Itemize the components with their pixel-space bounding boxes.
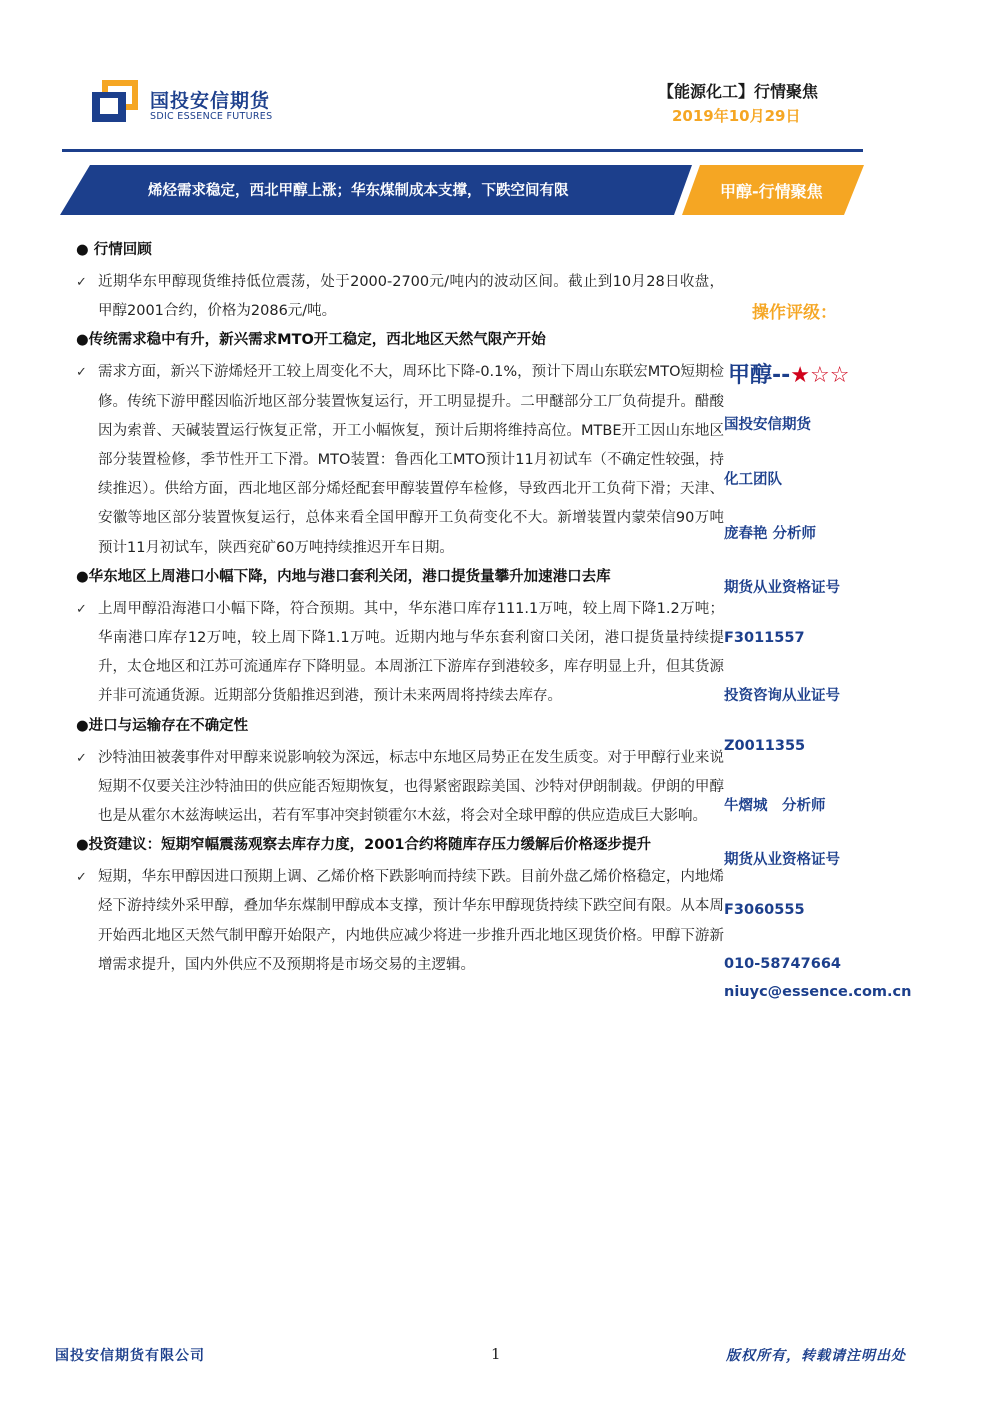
paragraph-text: 上周甲醇沿海港口小幅下降，符合预期。其中，华东港口库存111.1万吨，较上周下降1.2万吨；华南港口库存12万吨，较上周下降1.1万吨。近期内地与华东套利窗口关闭，港口提货量持续提升，太仓地区和江苏可流通库存下降明显。本周浙江下游库存到港较多，库存明显上升，但其货源并非可流通货源。近期部分货船推迟到港，预计未来两周将持续去库存。: [98, 600, 724, 705]
contact-email[interactable]: niuyc@essence.com.cn: [724, 984, 912, 1000]
paragraph-text: 沙特油田被袭事件对甲醇来说影响较为深远，标志中东地区局势正在发生质变。对于甲醇行业来说短期不仅要关注沙特油田的供应能否短期恢复，也得紧密跟踪美国、沙特对伊朗制裁。伊朗的甲醇也是从霍尔木兹海峡运出，若有军事冲突封锁霍尔木兹，将会对全球甲醇的供应造成巨大影响。: [98, 749, 724, 825]
cert-number: F3060555: [724, 902, 805, 918]
rating-label: 操作评级：: [752, 303, 837, 323]
rating-stars-icon: ★☆☆: [790, 363, 850, 388]
section-heading: ●进口与运输存在不确定性: [76, 717, 249, 734]
rating-product: 甲醇--: [728, 363, 791, 388]
section-heading: ●华东地区上周港口小幅下降，内地与港口套利关闭，港口提货量攀升加速港口去库: [76, 568, 611, 585]
section-paragraph: [76, 595, 724, 712]
header-divider: [62, 149, 863, 152]
consult-number: Z0011355: [724, 738, 806, 754]
main-content: [76, 238, 724, 982]
page-number: 1: [491, 1345, 501, 1363]
consult-label: 投资咨询从业证号: [724, 688, 840, 704]
cert-label: 期货从业资格证号: [724, 852, 840, 868]
logo-mark-icon: [92, 80, 140, 122]
paragraph-text: 需求方面，新兴下游烯烃开工较上周变化不大，周环比下降-0.1%，预计下周山东联宏MTO短期检修。传统下游甲醛因临沂地区部分装置恢复运行，开工明显提升。二甲醚部分工厂负荷提升。醋酸因为索普、天碱装置运行恢复正常，开工小幅恢复，预计后期将维持高位。MTBE开工因山东地区部分装置检修，季节性开工下滑。MTO装置：鲁西化工MTO预计11月初试车（不确定性较强，持续推迟）。供给方面，西北地区部分烯烃配套甲醇装置停车检修，导致西北开工负荷下滑；天津、安徽等地区部分装置恢复运行，总体来看全国甲醇开工负荷变化不大。新增装置内蒙荣信90万吨预计11月初试车，陕西兖矿60万吨持续推迟开车日期。: [98, 364, 724, 556]
banner-title: 烯烃需求稳定，西北甲醇上涨；华东煤制成本支撑，下跌空间有限: [148, 183, 569, 199]
section-paragraph: [76, 358, 724, 562]
title-banner: [60, 165, 864, 215]
company-logo: [92, 80, 322, 126]
checkmark-icon: ✓: [76, 275, 87, 290]
logo-english-name: SDIC ESSENCE FUTURES: [150, 111, 273, 122]
section-paragraph: [76, 863, 724, 980]
report-date: 2019年10月29日: [672, 107, 801, 125]
banner-tag: 甲醇-行情聚焦: [720, 182, 823, 201]
logo-chinese-name: 国投安信期货: [150, 90, 271, 112]
section-paragraph: [76, 268, 724, 326]
section-heading: ●传统需求稳中有升，新兴需求MTO开工稳定，西北地区天然气限产开始: [76, 332, 546, 349]
analyst-name: 庞春艳 分析师: [724, 526, 817, 542]
sidebar-team: 化工团队: [724, 472, 782, 488]
report-type: 【能源化工】行情聚焦: [658, 82, 819, 101]
paragraph-text: 近期华东甲醇现货维持低位震荡，处于2000-2700元/吨内的波动区间。截止到10月28日收盘，甲醇2001合约，价格为2086元/吨。: [98, 274, 724, 320]
section-heading: ●投资建议：短期窄幅震荡观察去库存力度，2001合约将随库存压力缓解后价格逐步提升: [76, 837, 652, 854]
rating-value: [728, 358, 849, 389]
paragraph-text: 短期，华东甲醇因进口预期上调、乙烯价格下跌影响而持续下跌。目前外盘乙烯价格稳定，内地烯烃下游持续外采甲醇，叠加华东煤制甲醇成本支撑，预计华东甲醇现货持续下跌空间有限。从本周开始西北地区天然气制甲醇开始限产，内地供应减少将进一步推升西北地区现货价格。甲醇下游新增需求提升，国内外供应不及预期将是市场交易的主逻辑。: [98, 869, 724, 973]
section-paragraph: [76, 744, 724, 832]
cert-number: F3011557: [724, 630, 805, 646]
cert-label: 期货从业资格证号: [724, 580, 840, 596]
footer-copyright: 版权所有，转载请注明出处: [726, 1348, 906, 1364]
checkmark-icon: ✓: [76, 365, 87, 381]
checkmark-icon: ✓: [76, 870, 87, 886]
analyst-name: 牛熠城 分析师: [724, 798, 826, 814]
checkmark-icon: ✓: [76, 601, 87, 617]
section-heading: ● 行情回顾: [76, 242, 152, 258]
sidebar-company: 国投安信期货: [724, 417, 811, 433]
contact-phone: 010-58747664: [724, 956, 841, 972]
checkmark-icon: ✓: [76, 750, 87, 766]
footer-company: 国投安信期货有限公司: [55, 1348, 205, 1364]
